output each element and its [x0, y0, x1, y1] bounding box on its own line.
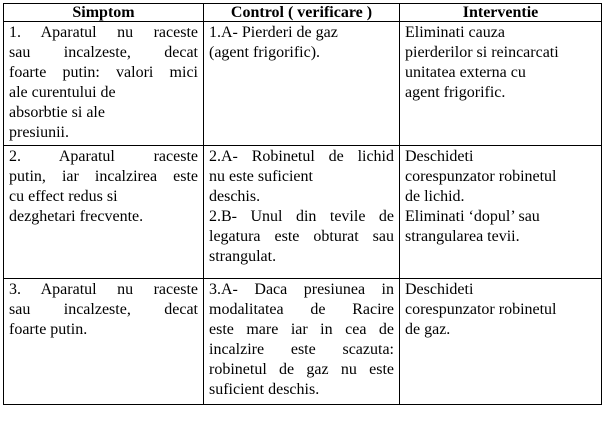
table-row: [4, 22, 602, 146]
table-row: [4, 146, 602, 279]
intervention-cell: [400, 146, 602, 279]
text-line: 2. Aparatul raceste: [9, 148, 198, 165]
text-line: dezghetari frecvente.: [9, 208, 144, 225]
table-row: [4, 279, 602, 405]
text-line: strangulat.: [209, 248, 277, 265]
text-line: (agent frigorific).: [209, 44, 321, 61]
text-line: incalzire este scazuta:: [209, 341, 394, 358]
control-cell: [204, 146, 400, 279]
text-line: suficient deschis.: [209, 381, 320, 398]
text-line: este mare iar in cea de: [209, 321, 394, 338]
text-line: foarte putin: valori mici: [9, 64, 198, 81]
text-line: de lichid.: [405, 188, 465, 205]
text-line: 1. Aparatul nu raceste: [9, 24, 198, 41]
text-line: robinetul de gaz nu este: [209, 361, 394, 378]
text-line: 3.A- Daca presiunea in: [209, 281, 394, 298]
troubleshooting-table: [3, 3, 602, 405]
text-line: corespunzator robinetul: [405, 168, 557, 185]
symptom-cell: [4, 279, 204, 405]
control-cell: [204, 22, 400, 146]
text-line: 3. Aparatul nu raceste: [9, 281, 198, 298]
text-line: modalitatea de Racire: [209, 301, 394, 318]
control-cell: [204, 279, 400, 405]
intervention-cell: [400, 22, 602, 146]
text-line: agent frigorific.: [405, 84, 506, 101]
text-line: foarte putin.: [9, 321, 88, 338]
text-line: corespunzator robinetul: [405, 301, 557, 318]
header-row: [4, 4, 602, 22]
text-line: unitatea externa cu: [405, 64, 526, 81]
text-line: Eliminati cauza: [405, 24, 505, 41]
text-line: pierderilor si reincarcati: [405, 44, 559, 61]
text-line: 2.B- Unul din tevile de: [209, 208, 394, 225]
text-line: cu effect redus si: [9, 188, 118, 205]
text-line: Eliminati ‘dopul’ sau: [405, 208, 540, 225]
text-line: ale curentului de: [9, 84, 116, 101]
text-line: strangularea tevii.: [405, 228, 520, 245]
text-line: Deschideti: [405, 281, 474, 298]
header-intervention: Interventie: [400, 4, 602, 22]
symptom-cell: [4, 146, 204, 279]
text-line: de gaz.: [405, 321, 451, 338]
text-line: sau incalzeste, decat: [9, 301, 198, 318]
text-line: 2.A- Robinetul de lichid: [209, 148, 394, 165]
text-line: nu este suficient: [209, 168, 313, 185]
troubleshooting-table-container: [3, 3, 602, 405]
text-line: presiunii.: [9, 124, 69, 141]
text-line: putin, iar incalzirea este: [9, 168, 198, 185]
text-line: deschis.: [209, 188, 261, 205]
text-line: 1.A- Pierderi de gaz: [209, 24, 338, 41]
text-line: sau incalzeste, decat: [9, 44, 198, 61]
intervention-cell: [400, 279, 602, 405]
text-line: absorbtie si ale: [9, 104, 105, 121]
header-symptom: Simptom: [4, 4, 204, 22]
symptom-cell: [4, 22, 204, 146]
text-line: legatura este obturat sau: [209, 228, 394, 245]
header-control: Control ( verificare ): [204, 4, 400, 22]
text-line: Deschideti: [405, 148, 474, 165]
